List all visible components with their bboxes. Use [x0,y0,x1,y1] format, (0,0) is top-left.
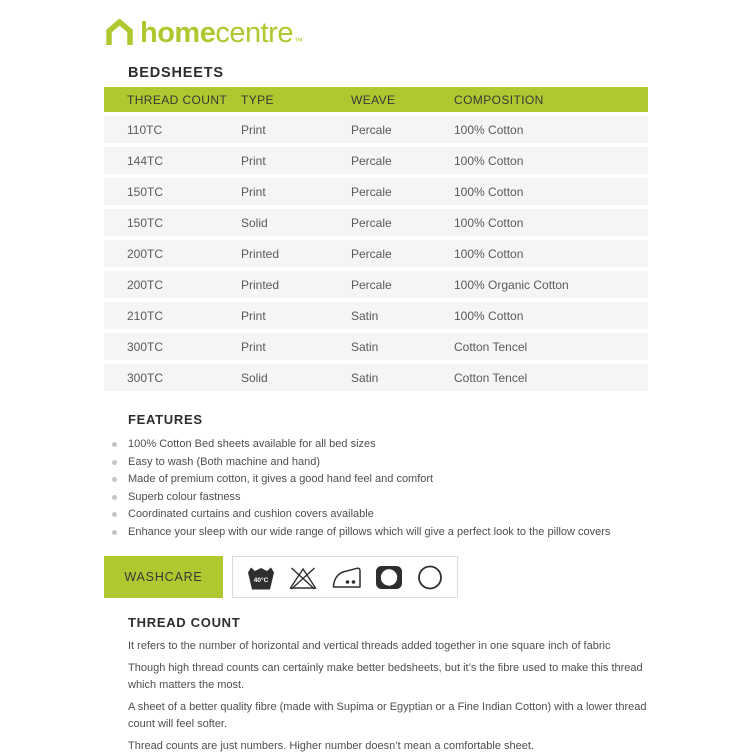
do-not-bleach-icon [288,563,318,592]
homecentre-logo [104,17,750,48]
feature-text: 100% Cotton Bed sheets available for all bed sizes [128,436,376,454]
features-title: FEATURES [128,412,750,427]
column-header-weave: WEAVE [351,87,454,112]
table-cell: 200TC [104,271,241,298]
table-cell: Cotton Tencel [454,333,648,360]
wash-40-icon [246,563,276,592]
table-cell: 300TC [104,364,241,391]
table-cell: 100% Cotton [454,240,648,267]
table-cell: Percale [351,240,454,267]
table-cell: Solid [241,209,351,236]
table-cell: Percale [351,209,454,236]
feature-text: Superb colour fastness [128,489,241,507]
features-list [104,436,664,541]
thread-count-paragraph: Though high thread counts can certainly make better bedsheets, but it’s the fibre used to make this thread which matters the most. [128,660,650,695]
logo-word-home: home [140,17,215,49]
iron-two-dots-icon [330,563,363,592]
house-icon [104,19,135,47]
thread-count-paragraph: Thread counts are just numbers. Higher number doesn’t mean a comfortable sheet. [128,738,650,755]
feature-text: Enhance your sleep with our wide range of pillows which will give a perfect look to the pillow covers [128,524,610,542]
bullet-icon [112,460,117,465]
table-cell: Percale [351,178,454,205]
washcare-badge: WASHCARE [104,556,223,598]
table-cell: 100% Cotton [454,178,648,205]
table-cell: Printed [241,240,351,267]
table-cell: 210TC [104,302,241,329]
table-cell: Print [241,147,351,174]
dry-clean-circle-icon [416,563,444,592]
table-cell: 100% Cotton [454,147,648,174]
logo-text [140,19,293,48]
trademark-symbol: ™ [294,34,303,48]
bullet-icon [112,530,117,535]
tumble-dry-icon [374,563,404,592]
table-cell: Print [241,116,351,143]
table-cell: Satin [351,364,454,391]
bullet-icon [112,477,117,482]
table-cell: Percale [351,147,454,174]
table-cell: Satin [351,333,454,360]
table-cell: 300TC [104,333,241,360]
table-cell: 110TC [104,116,241,143]
table-cell: 144TC [104,147,241,174]
table-cell: 100% Organic Cotton [454,271,648,298]
table-row [104,178,648,205]
table-cell: 100% Cotton [454,116,648,143]
table-cell: 100% Cotton [454,209,648,236]
table-cell: 150TC [104,209,241,236]
logo-word-centre: centre [215,17,293,49]
table-cell: 150TC [104,178,241,205]
feature-text: Coordinated curtains and cushion covers available [128,506,374,524]
feature-text: Made of premium cotton, it gives a good hand feel and comfort [128,471,433,489]
column-header-type: TYPE [241,87,351,112]
bullet-icon [112,495,117,500]
bullet-icon [112,512,117,517]
table-row [104,333,648,360]
table-cell: Print [241,333,351,360]
table-cell: Cotton Tencel [454,364,648,391]
column-header-composition: COMPOSITION [454,87,648,112]
list-item [104,506,664,524]
table-header-row [104,87,648,112]
table-row [104,364,648,391]
table-row [104,302,648,329]
table-cell: Print [241,302,351,329]
table-row [104,240,648,267]
bedsheets-spec-table [104,83,648,395]
washcare-section [104,556,750,598]
thread-count-title: THREAD COUNT [128,615,750,630]
bullet-icon [112,442,117,447]
list-item [104,436,664,454]
thread-count-paragraph: A sheet of a better quality fibre (made with Supima or Egyptian or a Fine Indian Cotton) with a lower thread count will feel softer. [128,699,650,734]
list-item [104,524,664,542]
list-item [104,489,664,507]
thread-count-text [128,638,650,755]
list-item [104,471,664,489]
table-row [104,209,648,236]
list-item [104,454,664,472]
feature-text: Easy to wash (Both machine and hand) [128,454,320,472]
table-cell: Percale [351,271,454,298]
table-cell: Printed [241,271,351,298]
table-row [104,116,648,143]
table-cell: 200TC [104,240,241,267]
table-row [104,271,648,298]
thread-count-paragraph: It refers to the number of horizontal and vertical threads added together in one square inch of fabric [128,638,650,656]
table-cell: Print [241,178,351,205]
column-header-thread-count: THREAD COUNT [104,87,241,112]
washcare-icons-box [232,556,458,598]
table-row [104,147,648,174]
table-cell: 100% Cotton [454,302,648,329]
page-title: BEDSHEETS [128,65,750,81]
table-cell: Solid [241,364,351,391]
table-cell: Satin [351,302,454,329]
table-cell: Percale [351,116,454,143]
wash-temp-label: 40°C [254,576,269,584]
